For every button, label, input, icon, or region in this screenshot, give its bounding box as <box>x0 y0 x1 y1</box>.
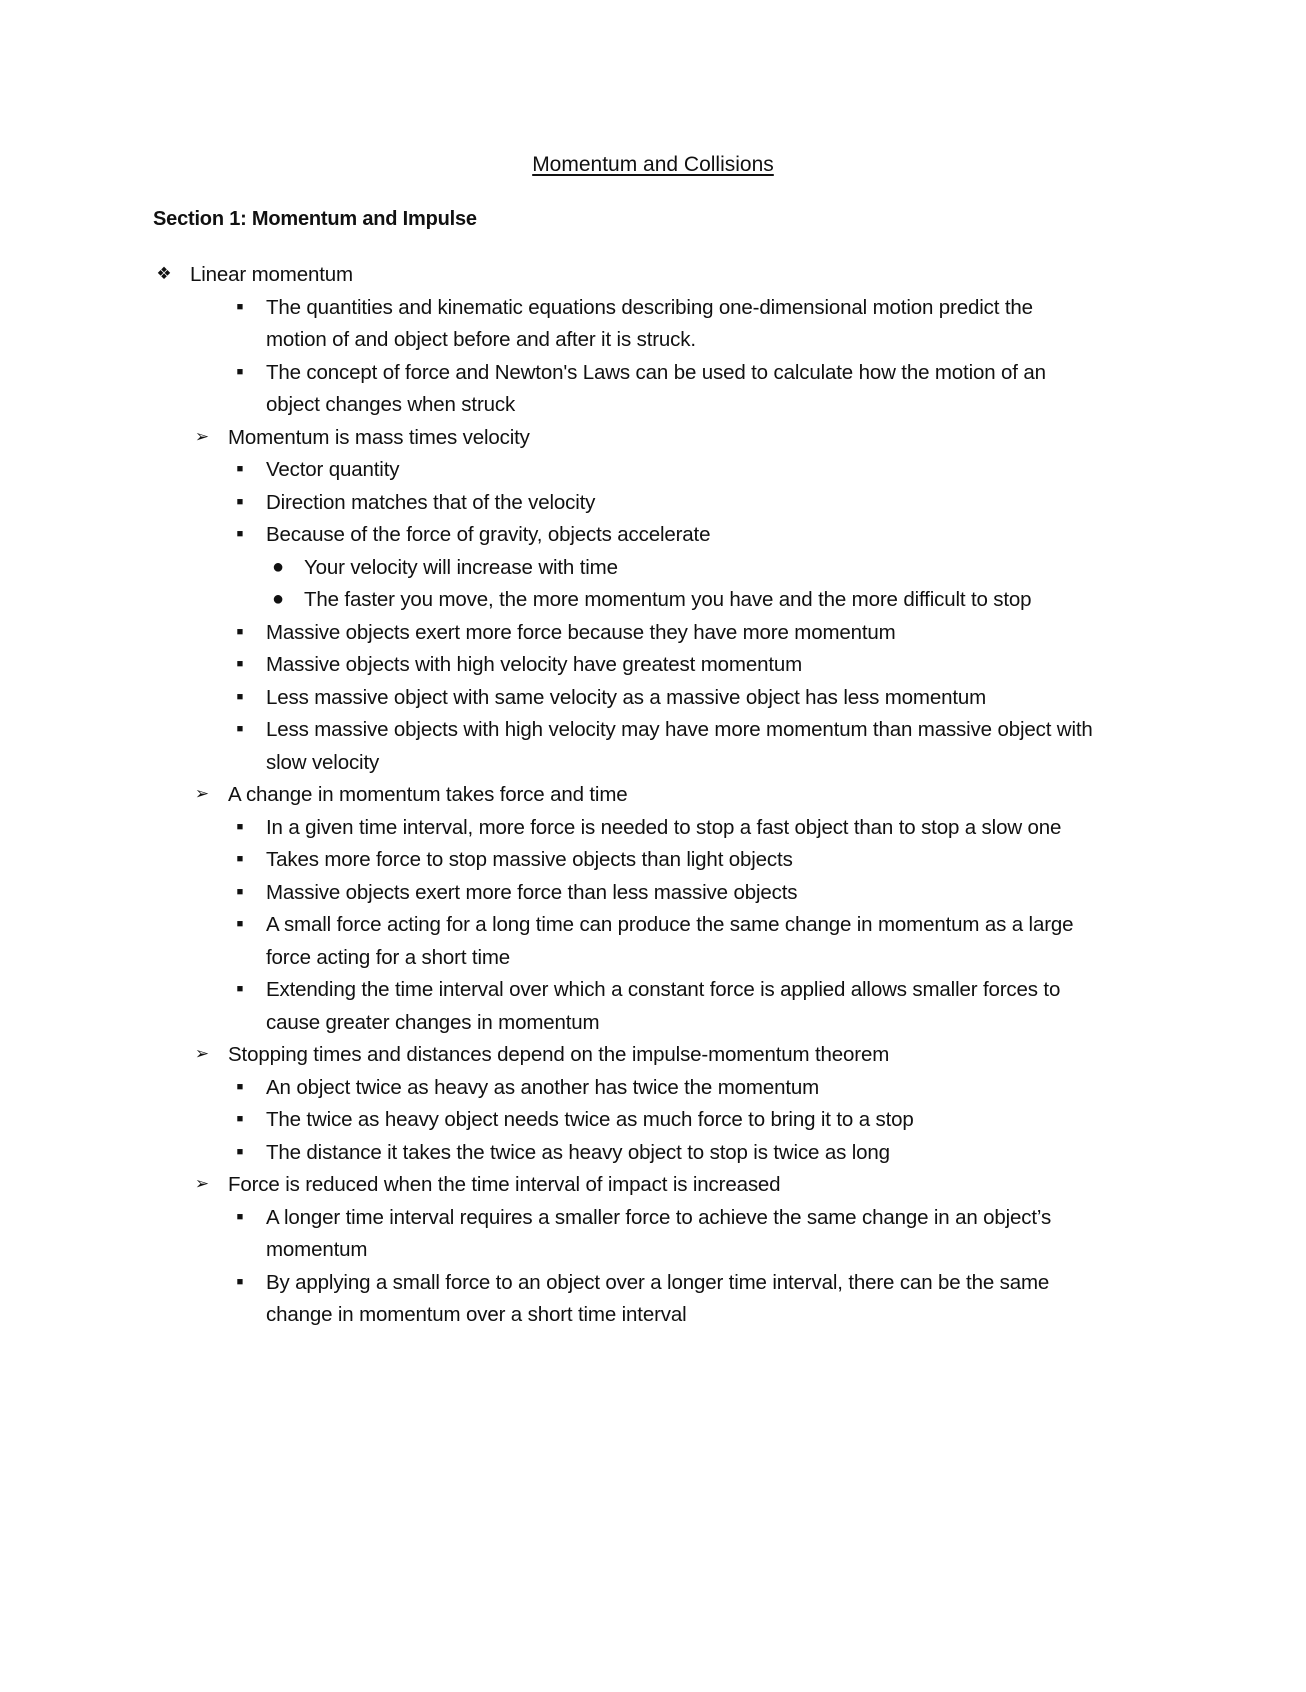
list-item-continuation: change in momentum over a short time interval <box>266 1303 687 1326</box>
list-item: Takes more force to stop massive objects than light objects <box>266 848 793 871</box>
list-item: Less massive object with same velocity as a massive object has less momentum <box>266 685 987 709</box>
list-item: Less massive objects with high velocity may have more momentum than massive object with <box>266 718 1093 741</box>
list-item: Force is reduced when the time interval of impact is increased <box>228 1173 781 1196</box>
list-item-continuation: cause greater changes in momentum <box>266 1010 600 1034</box>
square-bullet-icon: ■ <box>236 1275 244 1288</box>
list-item: A change in momentum takes force and time <box>228 783 628 806</box>
list-item: In a given time interval, more force is needed to stop a fast object than to stop a slow one <box>266 815 1062 839</box>
square-bullet-icon: ■ <box>236 658 244 670</box>
list-item: Momentum is mass times velocity <box>228 425 530 449</box>
list-item: Massive objects exert more force than less massive objects <box>266 880 798 904</box>
arrowhead-bullet-icon: ➢ <box>194 426 210 446</box>
list-item: Massive objects exert more force because they have more momentum <box>266 620 896 644</box>
square-bullet-icon: ■ <box>236 918 244 930</box>
list-item: Direction matches that of the velocity <box>266 490 596 514</box>
list-item: A longer time interval requires a smaller force to achieve the same change in an object’s <box>266 1205 1052 1229</box>
list-item-continuation: momentum <box>266 1238 368 1261</box>
square-bullet-icon: ■ <box>236 300 244 313</box>
list-item: The concept of force and Newton's Laws can be used to calculate how the motion of an <box>266 360 1046 384</box>
round-bullet-icon: ● <box>271 588 285 610</box>
list-item: Linear momentum <box>190 263 353 286</box>
arrowhead-bullet-icon: ➢ <box>194 784 210 803</box>
list-item: The twice as heavy object needs twice as much force to bring it to a stop <box>266 1108 914 1131</box>
square-bullet-icon: ■ <box>236 463 244 475</box>
diamond-four-bullet-icon: ❖ <box>156 264 172 283</box>
list-item: The quantities and kinematic equations describing one-dimensional motion predict the <box>266 295 1033 319</box>
square-bullet-icon: ■ <box>236 1145 244 1158</box>
list-item: By applying a small force to an object over a longer time interval, there can be the same <box>266 1270 1050 1294</box>
square-bullet-icon: ■ <box>236 820 244 833</box>
list-item-continuation: motion of and object before and after it is struck. <box>266 328 696 351</box>
square-bullet-icon: ■ <box>236 365 244 378</box>
square-bullet-icon: ■ <box>236 1080 244 1093</box>
section-heading: Section 1: Momentum and Impulse <box>153 208 477 230</box>
list-item: Massive objects with high velocity have greatest momentum <box>266 653 803 676</box>
square-bullet-icon: ■ <box>236 625 244 638</box>
square-bullet-icon: ■ <box>236 1210 244 1223</box>
list-item: Stopping times and distances depend on the impulse-momentum theorem <box>228 1043 890 1066</box>
square-bullet-icon: ■ <box>236 885 244 898</box>
square-bullet-icon: ■ <box>236 690 244 703</box>
list-item: The distance it takes the twice as heavy object to stop is twice as long <box>266 1140 890 1164</box>
square-bullet-icon: ■ <box>236 495 244 508</box>
square-bullet-icon: ■ <box>236 983 244 995</box>
round-bullet-icon: ● <box>271 555 285 578</box>
list-item: Extending the time interval over which a constant force is applied allows smaller forces to <box>266 978 1061 1001</box>
list-item: Because of the force of gravity, objects accelerate <box>266 523 711 546</box>
list-item: Vector quantity <box>266 458 400 481</box>
document-title: Momentum and Collisions <box>532 153 774 176</box>
list-item-continuation: slow velocity <box>266 750 380 774</box>
list-item: Your velocity will increase with time <box>304 555 618 579</box>
list-item-continuation: object changes when struck <box>266 393 516 416</box>
list-item: The faster you move, the more momentum you have and the more difficult to stop <box>304 588 1032 611</box>
square-bullet-icon: ■ <box>236 1113 244 1125</box>
square-bullet-icon: ■ <box>236 853 244 865</box>
list-item: An object twice as heavy as another has twice the momentum <box>266 1075 820 1099</box>
square-bullet-icon: ■ <box>236 723 244 735</box>
list-item: A small force acting for a long time can produce the same change in momentum as a large <box>266 913 1074 936</box>
square-bullet-icon: ■ <box>236 528 244 540</box>
arrowhead-bullet-icon: ➢ <box>194 1044 210 1063</box>
list-item-continuation: force acting for a short time <box>266 945 511 969</box>
arrowhead-bullet-icon: ➢ <box>194 1174 210 1193</box>
